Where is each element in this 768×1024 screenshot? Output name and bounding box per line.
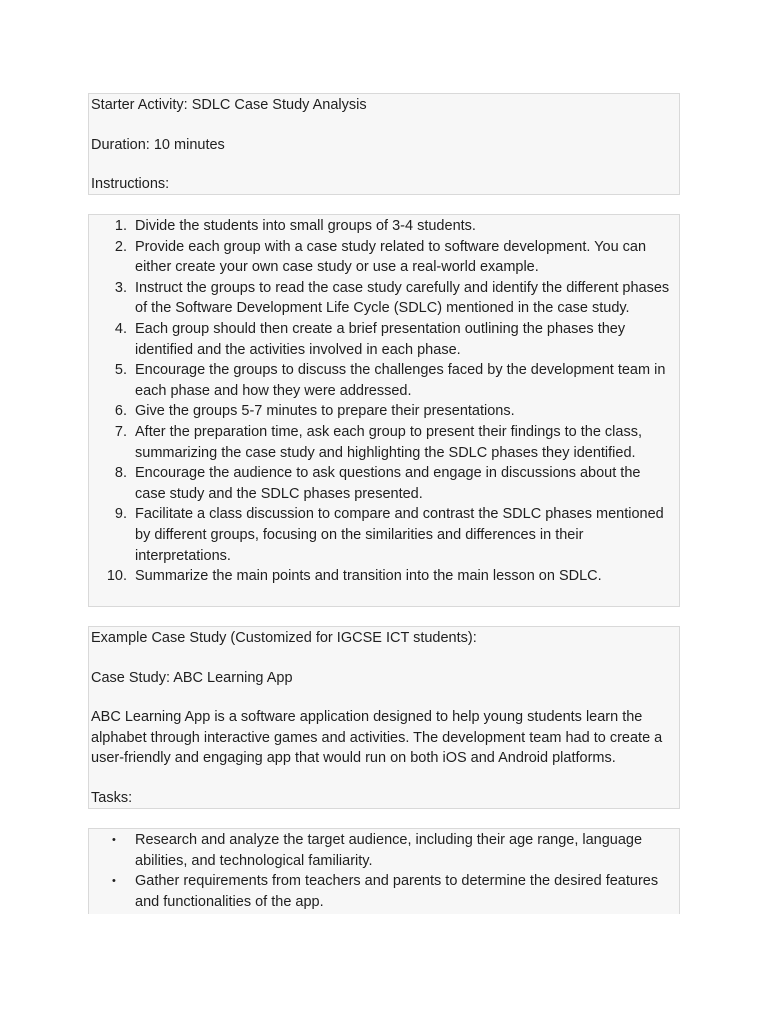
tasks-list — [89, 829, 679, 912]
list-item-text: Gather requirements from teachers and parents to determine the desired features and functionalities of the app. — [135, 873, 659, 910]
list-item — [89, 278, 679, 319]
case-study-heading: Example Case Study (Customized for IGCSE ICT students): — [91, 630, 477, 646]
list-item — [89, 237, 679, 278]
instructions-list — [89, 215, 679, 587]
list-number: 9. — [114, 506, 127, 523]
list-number: 6. — [114, 403, 127, 420]
case-study-block — [88, 626, 680, 809]
list-item — [89, 566, 679, 587]
list-number: 2. — [114, 238, 127, 255]
activity-title: Starter Activity: SDLC Case Study Analysis — [91, 97, 367, 113]
tasks-list-block — [88, 828, 680, 914]
list-item-text: Provide each group with a case study related to software development. You can either create your own case study or use a real-world example. — [135, 238, 647, 276]
list-item — [89, 830, 679, 871]
list-number: 4. — [114, 320, 127, 337]
list-item — [89, 422, 679, 463]
case-study-title: Case Study: ABC Learning App — [91, 669, 293, 686]
list-number: 1. — [114, 218, 127, 234]
list-item — [89, 401, 679, 422]
intro-block — [88, 93, 680, 195]
tasks-label: Tasks: — [91, 789, 133, 806]
list-item-text: Facilitate a class discussion to compare and contrast the SDLC phases mentioned by different groups, focusing on the similarities and differences in their interpretations. — [135, 506, 664, 564]
list-number: 5. — [114, 362, 127, 379]
list-item-text: Summarize the main points and transition into the main lesson on SDLC. — [135, 568, 602, 585]
list-item-text: Give the groups 5-7 minutes to prepare their presentations. — [135, 403, 515, 420]
list-number: 10. — [106, 568, 127, 585]
list-item-text: Divide the students into small groups of 3-4 students. — [135, 218, 476, 234]
list-item-text: After the preparation time, ask each group to present their findings to the class, summarizing the case study and highlighting the SDLC phases they identified. — [135, 423, 642, 461]
list-item — [89, 463, 679, 504]
bullet-icon: • — [112, 875, 116, 888]
list-item — [89, 871, 679, 912]
bullet-icon: • — [112, 834, 116, 846]
list-item-text: Encourage the audience to ask questions and engage in discussions about the case study and the SDLC phases presented. — [135, 465, 641, 502]
list-number: 7. — [114, 423, 127, 440]
list-item — [89, 360, 679, 401]
list-number: 3. — [114, 279, 127, 296]
list-item-text: Each group should then create a brief presentation outlining the phases they identified and the activities involved in each phase. — [135, 320, 626, 358]
list-item-text: Research and analyze the target audience, including their age range, language abilities, and technological familiarity. — [135, 832, 643, 869]
case-study-description: ABC Learning App is a software application designed to help young students learn the alphabet through interactive games and activities. The development team had to create a user-friendly and engaging app that would run on both iOS and Android platforms. — [91, 709, 663, 767]
instructions-list-block — [88, 214, 680, 607]
list-number: 8. — [114, 465, 127, 482]
list-item-text: Instruct the groups to read the case study carefully and identify the different phases of the Software Development Life Cycle (SDLC) mentioned in the case study. — [135, 279, 670, 317]
list-item-text: Encourage the groups to discuss the challenges faced by the development team in each phase and how they were addressed. — [135, 362, 666, 399]
instructions-label: Instructions: — [91, 176, 170, 193]
duration-text: Duration: 10 minutes — [91, 136, 225, 153]
list-item — [89, 216, 679, 237]
list-item — [89, 319, 679, 360]
list-item — [89, 504, 679, 566]
